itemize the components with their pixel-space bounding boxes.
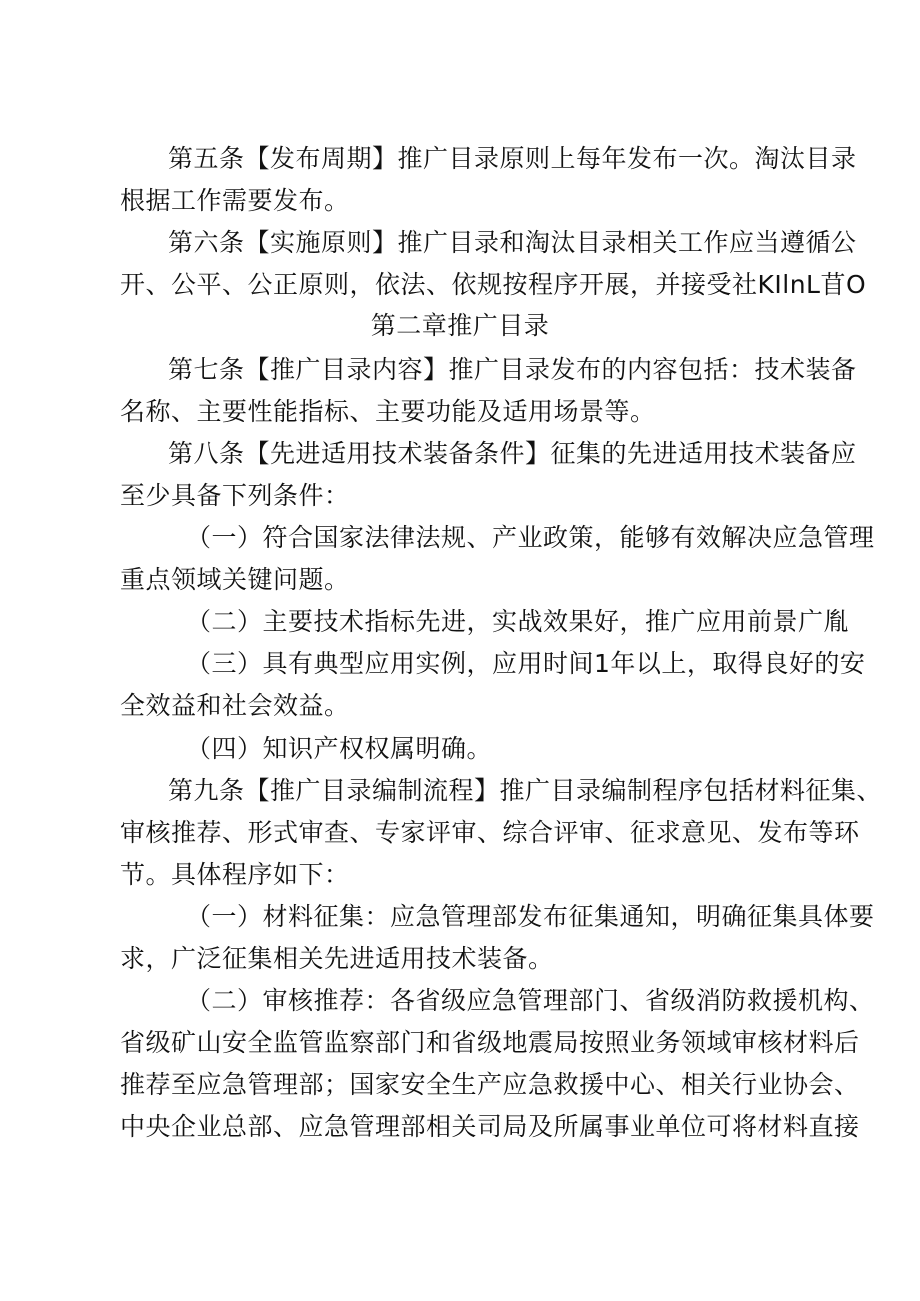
article-8-item-4: （四）知识产权权属明确。: [186, 734, 493, 763]
article-8-line-2: 至少具备下列条件：: [120, 481, 350, 510]
article-9-item-1-line-2: 求，广泛征集相关先进适用技术装备。: [120, 944, 554, 973]
article-9-item-2-line-3: 推荐至应急管理部；国家安全生产应急救援中心、相关行业协会、: [120, 1070, 860, 1099]
article-9-line-1: 第九条【推广目录编制流程】推广目录编制程序包括材料征集、: [168, 776, 883, 805]
article-6-line-1: 第六条【实施原则】推广目录和淘汰目录相关工作应当遵循公: [168, 228, 857, 257]
chapter-2-heading: 第二章推广目录: [370, 311, 550, 340]
article-5-line-2: 根据工作需要发布。: [120, 186, 350, 215]
article-9-item-2-line-1: （二）审核推荐：各省级应急管理部门、省级消防救援机构、: [186, 986, 875, 1015]
article-7-line-1: 第七条【推广目录内容】推广目录发布的内容包括：技术装备: [168, 355, 857, 384]
article-7-line-2: 名称、主要性能指标、主要功能及适用场景等。: [120, 397, 656, 426]
article-9-item-2-line-4: 中央企业总部、应急管理部相关司局及所属事业单位可将材料直接: [120, 1112, 860, 1141]
article-6-line-2: 开、公平、公正原则，依法、依规按程序开展，并接受社KⅠlnL苜O: [120, 270, 867, 299]
article-8-item-2: （二）主要技术指标先进，实战效果好，推广应用前景广胤: [186, 607, 850, 636]
article-8-item-3-line-2: 全效益和社会效益。: [120, 691, 350, 720]
article-8-item-3-line-1: （三）具有典型应用实例，应用时间1年以上，取得良好的安: [186, 649, 866, 678]
article-8-item-1-line-1: （一）符合国家法律法规、产业政策，能够有效解决应急管理: [186, 523, 875, 552]
article-9-line-2: 审核推荐、形式审查、专家评审、综合评审、征求意见、发布等环: [120, 818, 860, 847]
article-8-item-1-line-2: 重点领域关键问题。: [120, 565, 350, 594]
article-5-line-1: 第五条【发布周期】推广目录原则上每年发布一次。淘汰目录: [168, 144, 857, 173]
article-8-line-1: 第八条【先进适用技术装备条件】征集的先进适用技术装备应: [168, 439, 857, 468]
article-9-line-3: 节。具体程序如下：: [120, 860, 350, 889]
article-9-item-1-line-1: （一）材料征集：应急管理部发布征集通知，明确征集具体要: [186, 902, 875, 931]
article-9-item-2-line-2: 省级矿山安全监管监察部门和省级地震局按照业务领域审核材料后: [120, 1028, 860, 1057]
